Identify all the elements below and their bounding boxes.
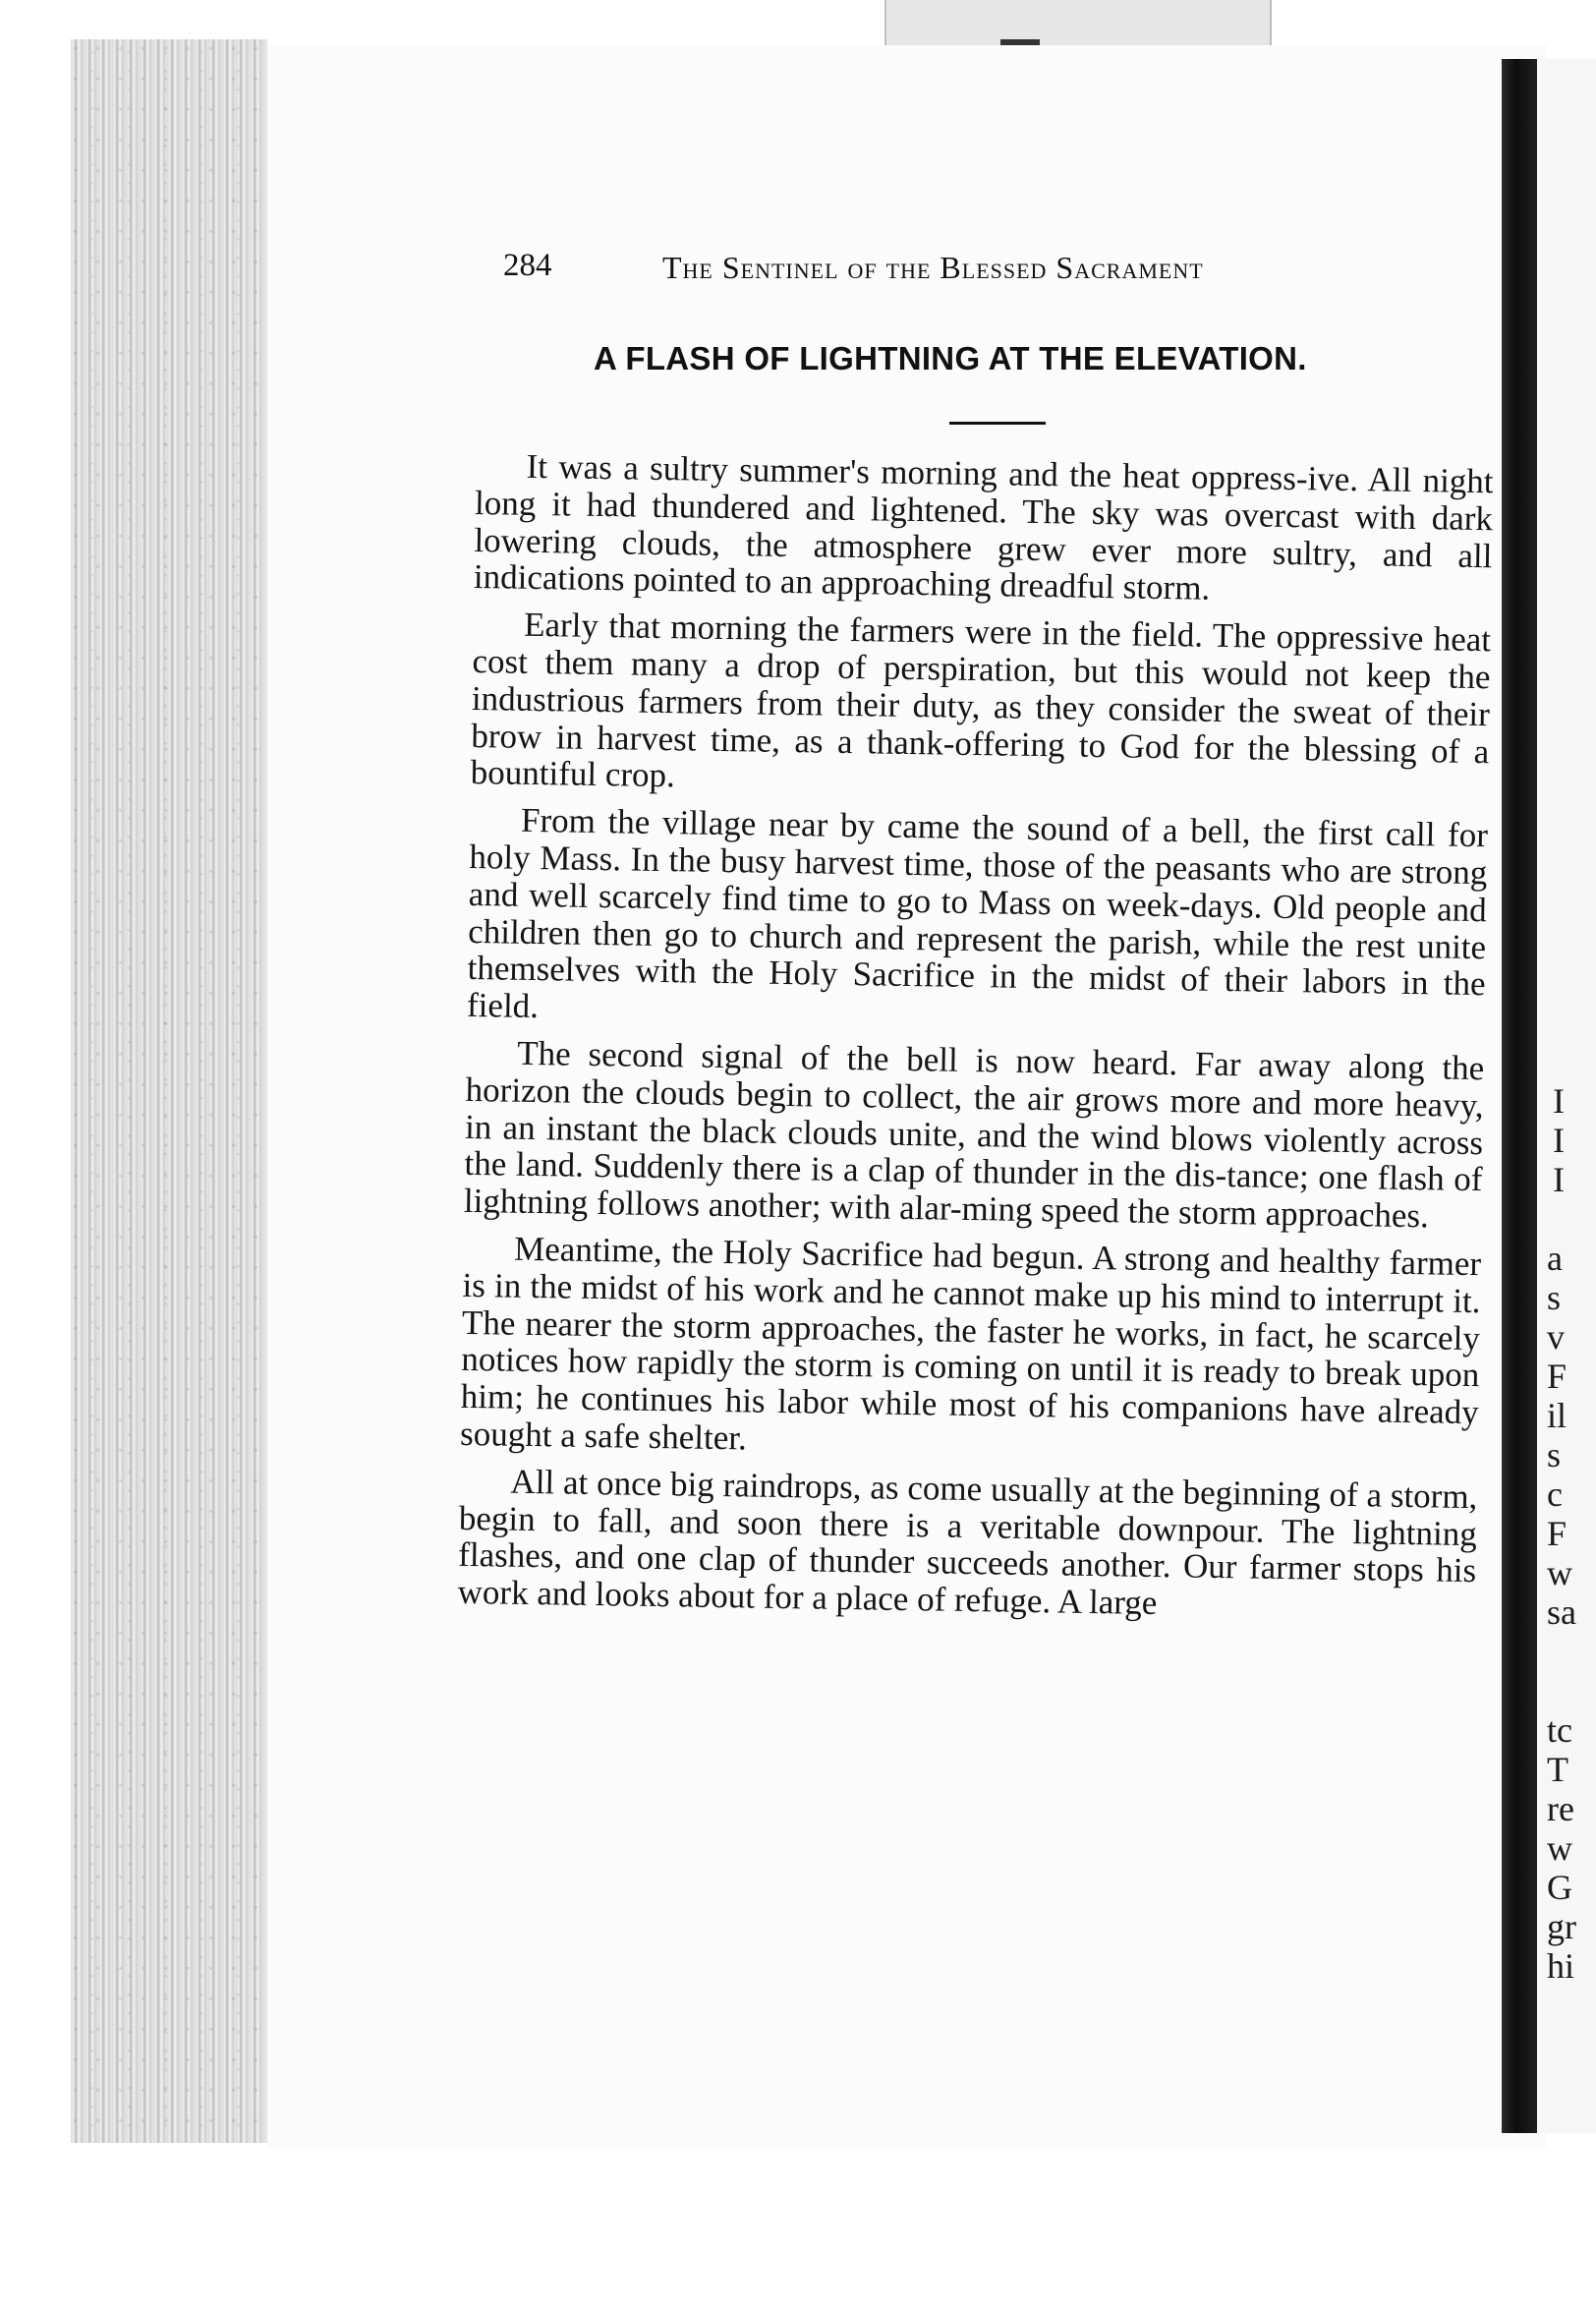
page-number: 284 bbox=[503, 248, 552, 283]
paragraph-4: The second signal of the bell is now heard. Far away along the horizon the clouds begin to collect, the air grows more and more heavy, in an instant the black clouds unite, and the wind blows violently across the land. Suddenly there is a clap of thunder in the dis-tance; one flash of lightning follows another; with alar-ming speed the storm approaches. bbox=[463, 1033, 1485, 1236]
article-title: A FLASH OF LIGHTNING AT THE ELEVATION. bbox=[594, 340, 1307, 376]
facing-page-letters-bottom: tc T re w G gr hi bbox=[1547, 1710, 1576, 1986]
paragraph-2: Early that morning the farmers were in the field. The oppressive heat cost them many a drop of perspiration, but this would not keep the industrious farmers from their duty, as they consider the sweat of their brow in harvest time, as a thank-offering to God for the blessing of a bountiful crop. bbox=[470, 605, 1492, 795]
facing-page-letters-middle: a s v F il s c F w sa bbox=[1547, 1239, 1576, 1632]
book-binding-edge bbox=[1502, 59, 1537, 2133]
article-body bbox=[457, 447, 1494, 1637]
page-edge-speckle bbox=[71, 39, 267, 2143]
running-title: The Sentinel of the Blessed Sacrament bbox=[662, 250, 1204, 285]
paragraph-1: It was a sultry summer's morning and the heat oppress-ive. All night long it had thundered and lightened. The sky was overcast with dark lowering clouds, the atmosphere grew ever more sultry, and all indications pointed to an approaching dreadful storm. bbox=[473, 446, 1494, 608]
running-header bbox=[503, 248, 1339, 297]
paragraph-5: Meantime, the Holy Sacrifice had begun. A strong and healthy farmer is in the midst of his work and he cannot make up his mind to interrupt it. The nearer the storm approaches, the faster he works, in fact, he scarcely notices how rapidly the storm is coming on until it is ready to break upon him; he continues his labor while most of his companions have already sought a safe shelter. bbox=[459, 1229, 1482, 1458]
paragraph-3: From the village near by came the sound of a bell, the first call for holy Mass. In the busy harvest time, those of the peasants who are strong and well scarcely find time to go to Mass on week-days. Old people and children then go to church and represent the parish, while the rest unite themselves with the Holy Sacrifice in the midst of their labors in the field. bbox=[466, 800, 1489, 1026]
paragraph-6: All at once big raindrops, as come usually at the beginning of a storm, begin to fall, and soon there is a veritable downpour. The lightning flashes, and one clap of thunder succeeds another. Our farmer stops his work and looks about for a place of refuge. A large bbox=[457, 1462, 1478, 1623]
facing-page-letters-top: I I I bbox=[1553, 1081, 1565, 1199]
title-rule bbox=[949, 422, 1046, 425]
